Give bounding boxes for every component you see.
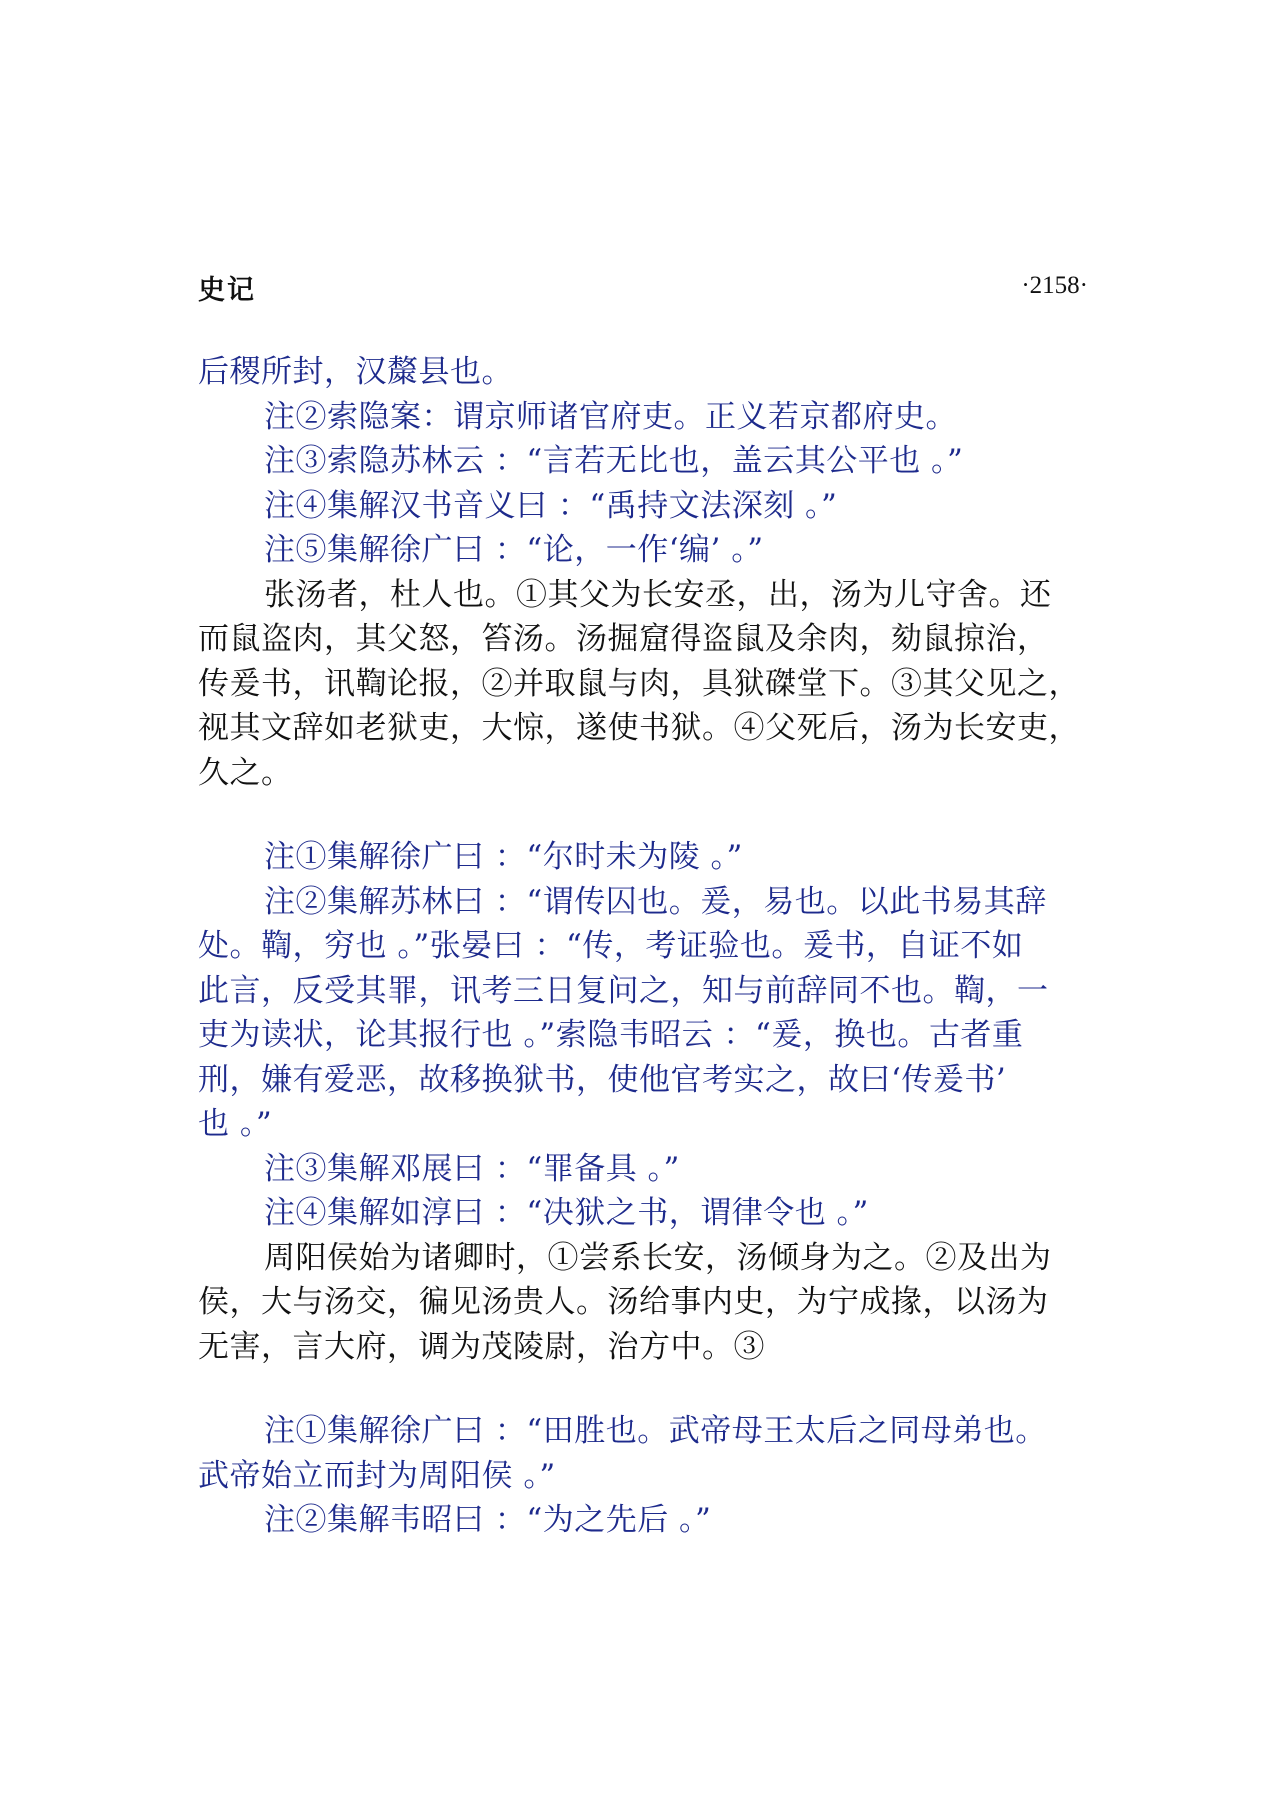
page-header — [198, 268, 1088, 308]
page-number: ·2158· — [1021, 272, 1088, 299]
note-line: 注②集解韦昭曰 ：“为之先后 。” — [264, 1502, 712, 1538]
note-continuation-line: 后稷所封，汉斄县也。 — [198, 354, 513, 390]
note-line: 也 。” — [198, 1106, 273, 1142]
note-line: 注②索隐案：谓京师诸官府吏。正义若京都府史。 — [264, 398, 957, 435]
book-title: 史记 — [198, 275, 256, 306]
note-line: 注③集解邓展曰 ：“罪备具 。” — [264, 1150, 680, 1187]
note-line: 注⑤集解徐广曰 ：“论，一作‘编’ 。” — [264, 532, 764, 568]
page-body — [198, 350, 1098, 1543]
note-line: 此言，反受其罪，讯考三日复问之，知与前辞同不也。鞫，一 — [198, 972, 1049, 1009]
note-line: 注③索隐苏林云 ：“言若无比也，盖云其公平也 。” — [264, 443, 964, 479]
note-line: 吏为读状，论其报行也 。”索隐韦昭云 ：“爰，换也。古者重 — [198, 1017, 1024, 1053]
note-line: 刑，嫌有爱恶，故移换狱书，使他官考实之，故曰‘传爰书’ — [198, 1061, 1007, 1098]
note-line: 注②集解苏林曰 ：“谓传囚也。爰，易也。以此书易其辞 — [264, 883, 1047, 920]
main-text-line: 久之。 — [198, 754, 293, 791]
note-line: 注④集解如淳曰 ：“决狱之书，谓律令也 。” — [264, 1195, 869, 1231]
paragraph-gap — [198, 1369, 1098, 1409]
note-line: 处。鞫，穷也 。”张晏曰 ：“传，考证验也。爰书，自证不如 — [198, 928, 1024, 964]
main-text-line: 侯，大与汤交，徧见汤贵人。汤给事内史，为宁成掾，以汤为 — [198, 1284, 1049, 1320]
paragraph-gap — [198, 795, 1098, 835]
main-text-line: 张汤者，杜人也。①其父为长安丞，出，汤为儿守舍。还 — [264, 576, 1052, 613]
note-line: 武帝始立而封为周阳侯 。” — [198, 1457, 556, 1494]
note-line: 注④集解汉书音义曰 ：“禹持文法深刻 。” — [264, 487, 838, 524]
main-text-line: 而鼠盗肉，其父怒，笞汤。汤掘窟得盗鼠及余肉，劾鼠掠治， — [198, 621, 1049, 657]
main-text-line: 传爰书，讯鞫论报，②并取鼠与肉，具狱磔堂下。③其父见之， — [198, 665, 1080, 702]
note-line: 注①集解徐广曰 ：“尔时未为陵 。” — [264, 839, 743, 875]
main-text-line: 视其文辞如老狱吏，大惊，遂使书狱。④父死后，汤为长安吏， — [198, 710, 1080, 746]
main-text-line: 周阳侯始为诸卿时，①尝系长安，汤倾身为之。②及出为 — [264, 1239, 1052, 1276]
main-text-line: 无害，言大府，调为茂陵尉，治方中。③ — [198, 1328, 765, 1365]
note-line: 注①集解徐广曰 ：“田胜也。武帝母王太后之同母弟也。 — [264, 1413, 1047, 1449]
